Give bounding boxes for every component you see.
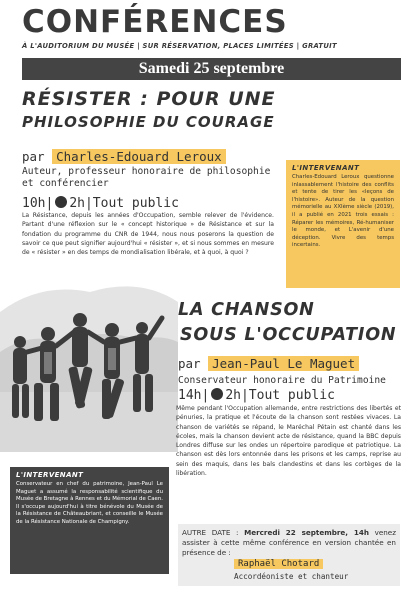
date-banner: Samedi 25 septembre [22, 58, 401, 80]
talk1-duration: 2h [69, 196, 85, 211]
talk2-speaker: Jean-Paul Le Maguet [208, 356, 359, 371]
clock-icon [211, 388, 223, 400]
other-label: AUTRE DATE : [182, 528, 239, 537]
talk2-role: Conservateur honoraire du Patrimoine [178, 375, 386, 386]
talk2-schedule: 14h| 2h|Tout public [178, 388, 335, 403]
clock-icon [55, 196, 67, 208]
talk1-body: La Résistance, depuis les années d'Occupation, semble relever de l'évidence. Partant d'une réflexion sur le « concept historique » de Résistance et sur la fondation du programme du CNR de 1944, nous nous poserons la question de savoir ce que peut signifier aujourd'hui « résister », et si nous sommes en mesure de « résister » en des temps de mondialisation libérale, et à quoi, à quoi ? [22, 212, 274, 257]
talk2-duration: 2h [225, 388, 241, 403]
talk2-title-line1: LA CHANSON [178, 300, 315, 320]
talk2-title-line2: SOUS L'OCCUPATION [180, 325, 397, 345]
other-date-box [178, 524, 400, 586]
other-performer: Raphaël Chotard [234, 559, 323, 569]
talk1-intervenant-text: Charles-Edouard Leroux questionne inlassablement l'histoire des conflits et tente de tirer les «leçons de l'histoire». Auteur de la question mémorielle au XXIème siècle (2019), il a publié en 2021 trois essais : Réparer les mémoires, Ré-humaniser le monde, et L'avenir d'une déception. Vivre des temps incertains. [292, 174, 394, 249]
talk2-title [178, 298, 396, 348]
talk2-audience: Tout public [248, 388, 335, 403]
talk1-intervenant-box [286, 160, 400, 288]
talk2-intervenant-heading: L'INTERVENANT [16, 471, 84, 479]
talk1-schedule: 10h| 2h|Tout public [22, 196, 179, 211]
talk2-intervenant-text: Conservateur en chef du patrimoine, Jean-Paul Le Maguet a assumé la responsabilité scientifique du Musée de Bretagne à Rennes et du Mémorial de Caen. Il s'occupe aujourd'hui à titre bénévole du Musée de la Résistance de Châteaubriant, et conseille le Musée de la Résistance Nationale de Champigny. [16, 481, 163, 525]
talk2-time: 14h [178, 388, 202, 403]
other-date: Mercredi 22 septembre, 14h [244, 528, 369, 537]
other-date-text [178, 524, 400, 558]
talk2-speaker-line [178, 356, 359, 371]
talk1-intervenant-heading: L'INTERVENANT [292, 164, 360, 172]
talk1-audience: Tout public [92, 196, 179, 211]
page-subtitle: À L'AUDITORIUM DU MUSÉE | SUR RÉSERVATION, PLACES LIMITÉES | GRATUIT [22, 42, 337, 50]
talk2-by: par [178, 356, 201, 371]
talk1-title [22, 88, 276, 134]
other-performer-line [178, 558, 400, 570]
talk2-intervenant-box [10, 467, 169, 574]
talk1-title-line1: RÉSISTER : POUR UNE [22, 88, 276, 110]
talk1-speaker: Charles-Edouard Leroux [52, 149, 226, 164]
talk1-title-line2: PHILOSOPHIE DU COURAGE [22, 113, 275, 131]
talk1-speaker-line [22, 149, 226, 164]
other-performer-role: Accordéoniste et chanteur [234, 572, 349, 581]
talk2-body: Même pendant l'Occupation allemande, entre restrictions des libertés et pénuries, la pratique et l'écoute de la chanson sont restées vivaces. La chanson de variétés se répand, le Maréchal Pétain est chanté dans les écoles, mais la chanson devient acte de résistance, quand la BBC depuis Londres diffuse sur les ondes un répertoire parodique et patriotique. La chanson est dès lors entonnée dans les prisons et les camps, reprise au sein des maquis, dans les bals clandestins et dans les cortèges de la libération. [176, 405, 401, 478]
talk1-time: 10h [22, 196, 46, 211]
page-title: CONFÉRENCES [22, 4, 288, 40]
talk1-role: Auteur, professeur honoraire de philosophie et conférencier [22, 166, 271, 189]
other-text1: venez assister à cette même conférence en version chantée en présence de : [182, 528, 396, 557]
talk1-by: par [22, 149, 45, 164]
resistance-photo [0, 272, 178, 452]
